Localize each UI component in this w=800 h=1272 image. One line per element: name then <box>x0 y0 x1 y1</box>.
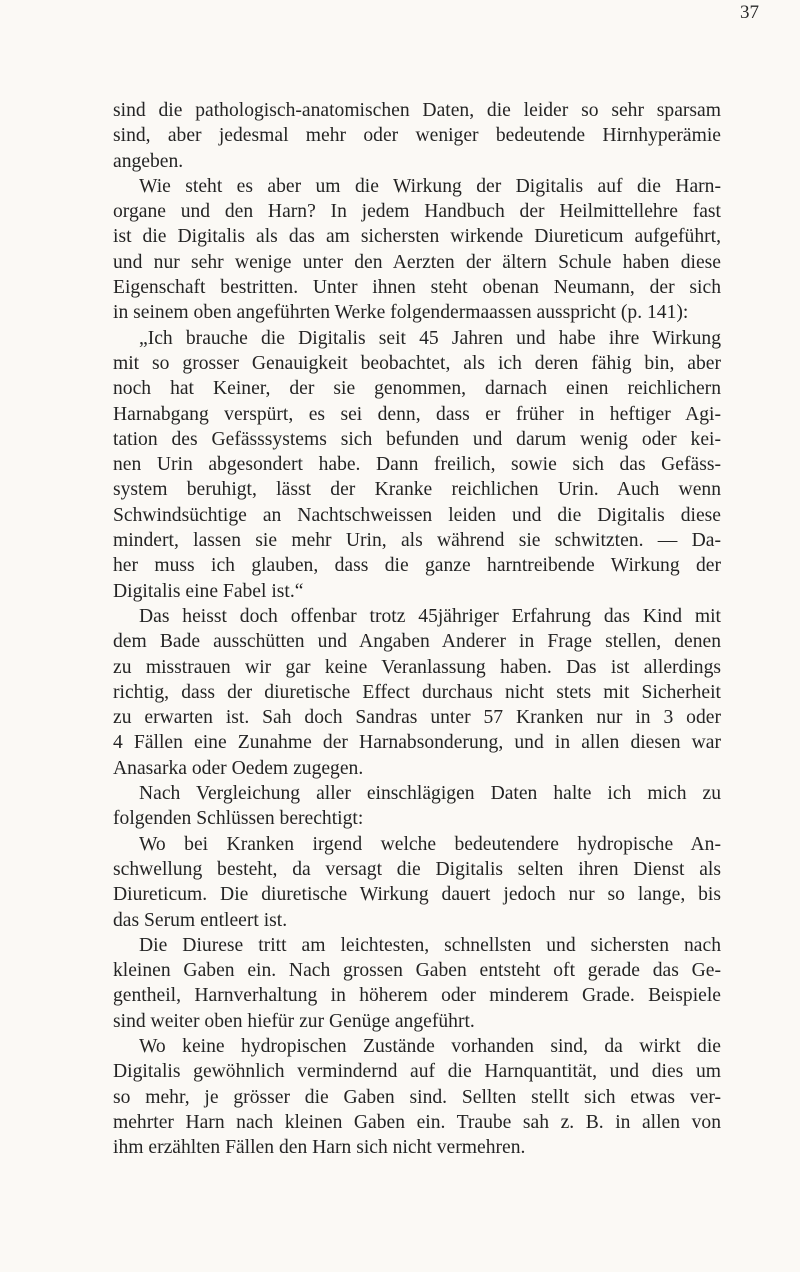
text-line: so mehr, je grösser die Gaben sind. Sellten stellt sich etwas ver- <box>113 1086 721 1108</box>
paragraph <box>113 98 721 174</box>
text-line: Digitalis gewöhnlich vermindernd auf die Harnquantität, und dies um <box>113 1061 721 1083</box>
text-line: Anasarka oder Oedem zugegen. <box>113 757 364 779</box>
paragraph <box>113 174 721 326</box>
text-line: Schwindsüchtige an Nachtschweissen leiden und die Digitalis diese <box>113 504 721 526</box>
text-line: sind, aber jedesmal mehr oder weniger bedeutende Hirnhyperämie <box>113 125 721 147</box>
text-line: ist die Digitalis als das am sichersten wirkende Diureticum aufgeführt, <box>113 226 721 248</box>
text-line: zu misstrauen wir gar keine Veranlassung haben. Das ist allerdings <box>113 656 721 678</box>
text-line: und nur sehr wenige unter den Aerzten der ältern Schule haben diese <box>113 251 721 273</box>
text-line: mindert, lassen sie mehr Urin, als während sie schwitzten. — Da- <box>113 530 721 552</box>
text-line: Digitalis eine Fabel ist.“ <box>113 580 304 602</box>
paragraph <box>113 781 721 832</box>
paragraph <box>113 832 721 933</box>
text-line: folgenden Schlüssen berechtigt: <box>113 808 364 830</box>
text-line: Die Diurese tritt am leichtesten, schnellsten und sichersten nach <box>139 934 721 956</box>
text-line: mit so grosser Genauigkeit beobachtet, als ich deren fähig bin, aber <box>113 352 721 374</box>
text-line: mehrter Harn nach kleinen Gaben ein. Traube sah z. B. in allen von <box>113 1111 721 1133</box>
text-line: her muss ich glauben, dass die ganze harntreibende Wirkung der <box>113 555 721 577</box>
text-line: in seinem oben angeführten Werke folgendermaassen ausspricht (p. 141): <box>113 302 689 324</box>
text-line: dem Bade ausschütten und Angaben Anderer in Frage stellen, denen <box>113 631 721 653</box>
paragraph <box>113 933 721 1034</box>
text-line: sind die pathologisch-anatomischen Daten, die leider so sehr sparsam <box>113 100 721 121</box>
page-number: 37 <box>740 2 759 23</box>
text-line: Wie steht es aber um die Wirkung der Digitalis auf die Harn- <box>139 175 721 197</box>
text-line: zu erwarten ist. Sah doch Sandras unter 57 Kranken nur in 3 oder <box>113 707 721 729</box>
text-line: 4 Fällen eine Zunahme der Harnabsonderung, und in allen diesen war <box>113 732 721 754</box>
text-line: „Ich brauche die Digitalis seit 45 Jahren und habe ihre Wirkung <box>139 327 721 349</box>
text-line: Nach Vergleichung aller einschlägigen Daten halte ich mich zu <box>139 783 721 805</box>
text-line: nen Urin abgesondert habe. Dann freilich, sowie sich das Gefäss- <box>113 454 721 476</box>
body-text <box>113 98 721 1160</box>
text-line: Harnabgang verspürt, es sei denn, dass er früher in heftiger Agi- <box>113 403 721 425</box>
text-line: richtig, dass der diuretische Effect durchaus nicht stets mit Sicherheit <box>113 681 721 703</box>
text-line: schwellung besteht, da versagt die Digitalis selten ihren Dienst als <box>113 858 721 880</box>
text-line: ihm erzählten Fällen den Harn sich nicht vermehren. <box>113 1137 526 1159</box>
text-line: gentheil, Harnverhaltung in höherem oder minderem Grade. Beispiele <box>113 985 721 1007</box>
text-line: Eigenschaft bestritten. Unter ihnen steht obenan Neumann, der sich <box>113 277 721 299</box>
text-line: noch hat Keiner, der sie genommen, darnach einen reichlichern <box>113 378 721 400</box>
text-line: system beruhigt, lässt der Kranke reichlichen Urin. Auch wenn <box>113 479 721 501</box>
text-line: das Serum entleert ist. <box>113 909 288 931</box>
text-line: angeben. <box>113 150 184 172</box>
text-line: tation des Gefässsystems sich befunden und darum wenig oder kei- <box>113 428 721 450</box>
paragraph <box>113 1034 721 1160</box>
quote-paragraph <box>113 326 721 604</box>
text-line: Das heisst doch offenbar trotz 45jähriger Erfahrung das Kind mit <box>139 605 721 627</box>
text-line: organe und den Harn? In jedem Handbuch der Heilmittellehre fast <box>113 201 721 223</box>
text-line: Wo bei Kranken irgend welche bedeutendere hydropische An- <box>139 833 721 855</box>
text-line: kleinen Gaben ein. Nach grossen Gaben entsteht oft gerade das Ge- <box>113 960 721 982</box>
text-line: Wo keine hydropischen Zustände vorhanden sind, da wirkt die <box>139 1035 721 1057</box>
text-line: Diureticum. Die diuretische Wirkung dauert jedoch nur so lange, bis <box>113 884 721 906</box>
text-line: sind weiter oben hiefür zur Genüge angeführt. <box>113 1010 475 1032</box>
paragraph <box>113 604 721 781</box>
